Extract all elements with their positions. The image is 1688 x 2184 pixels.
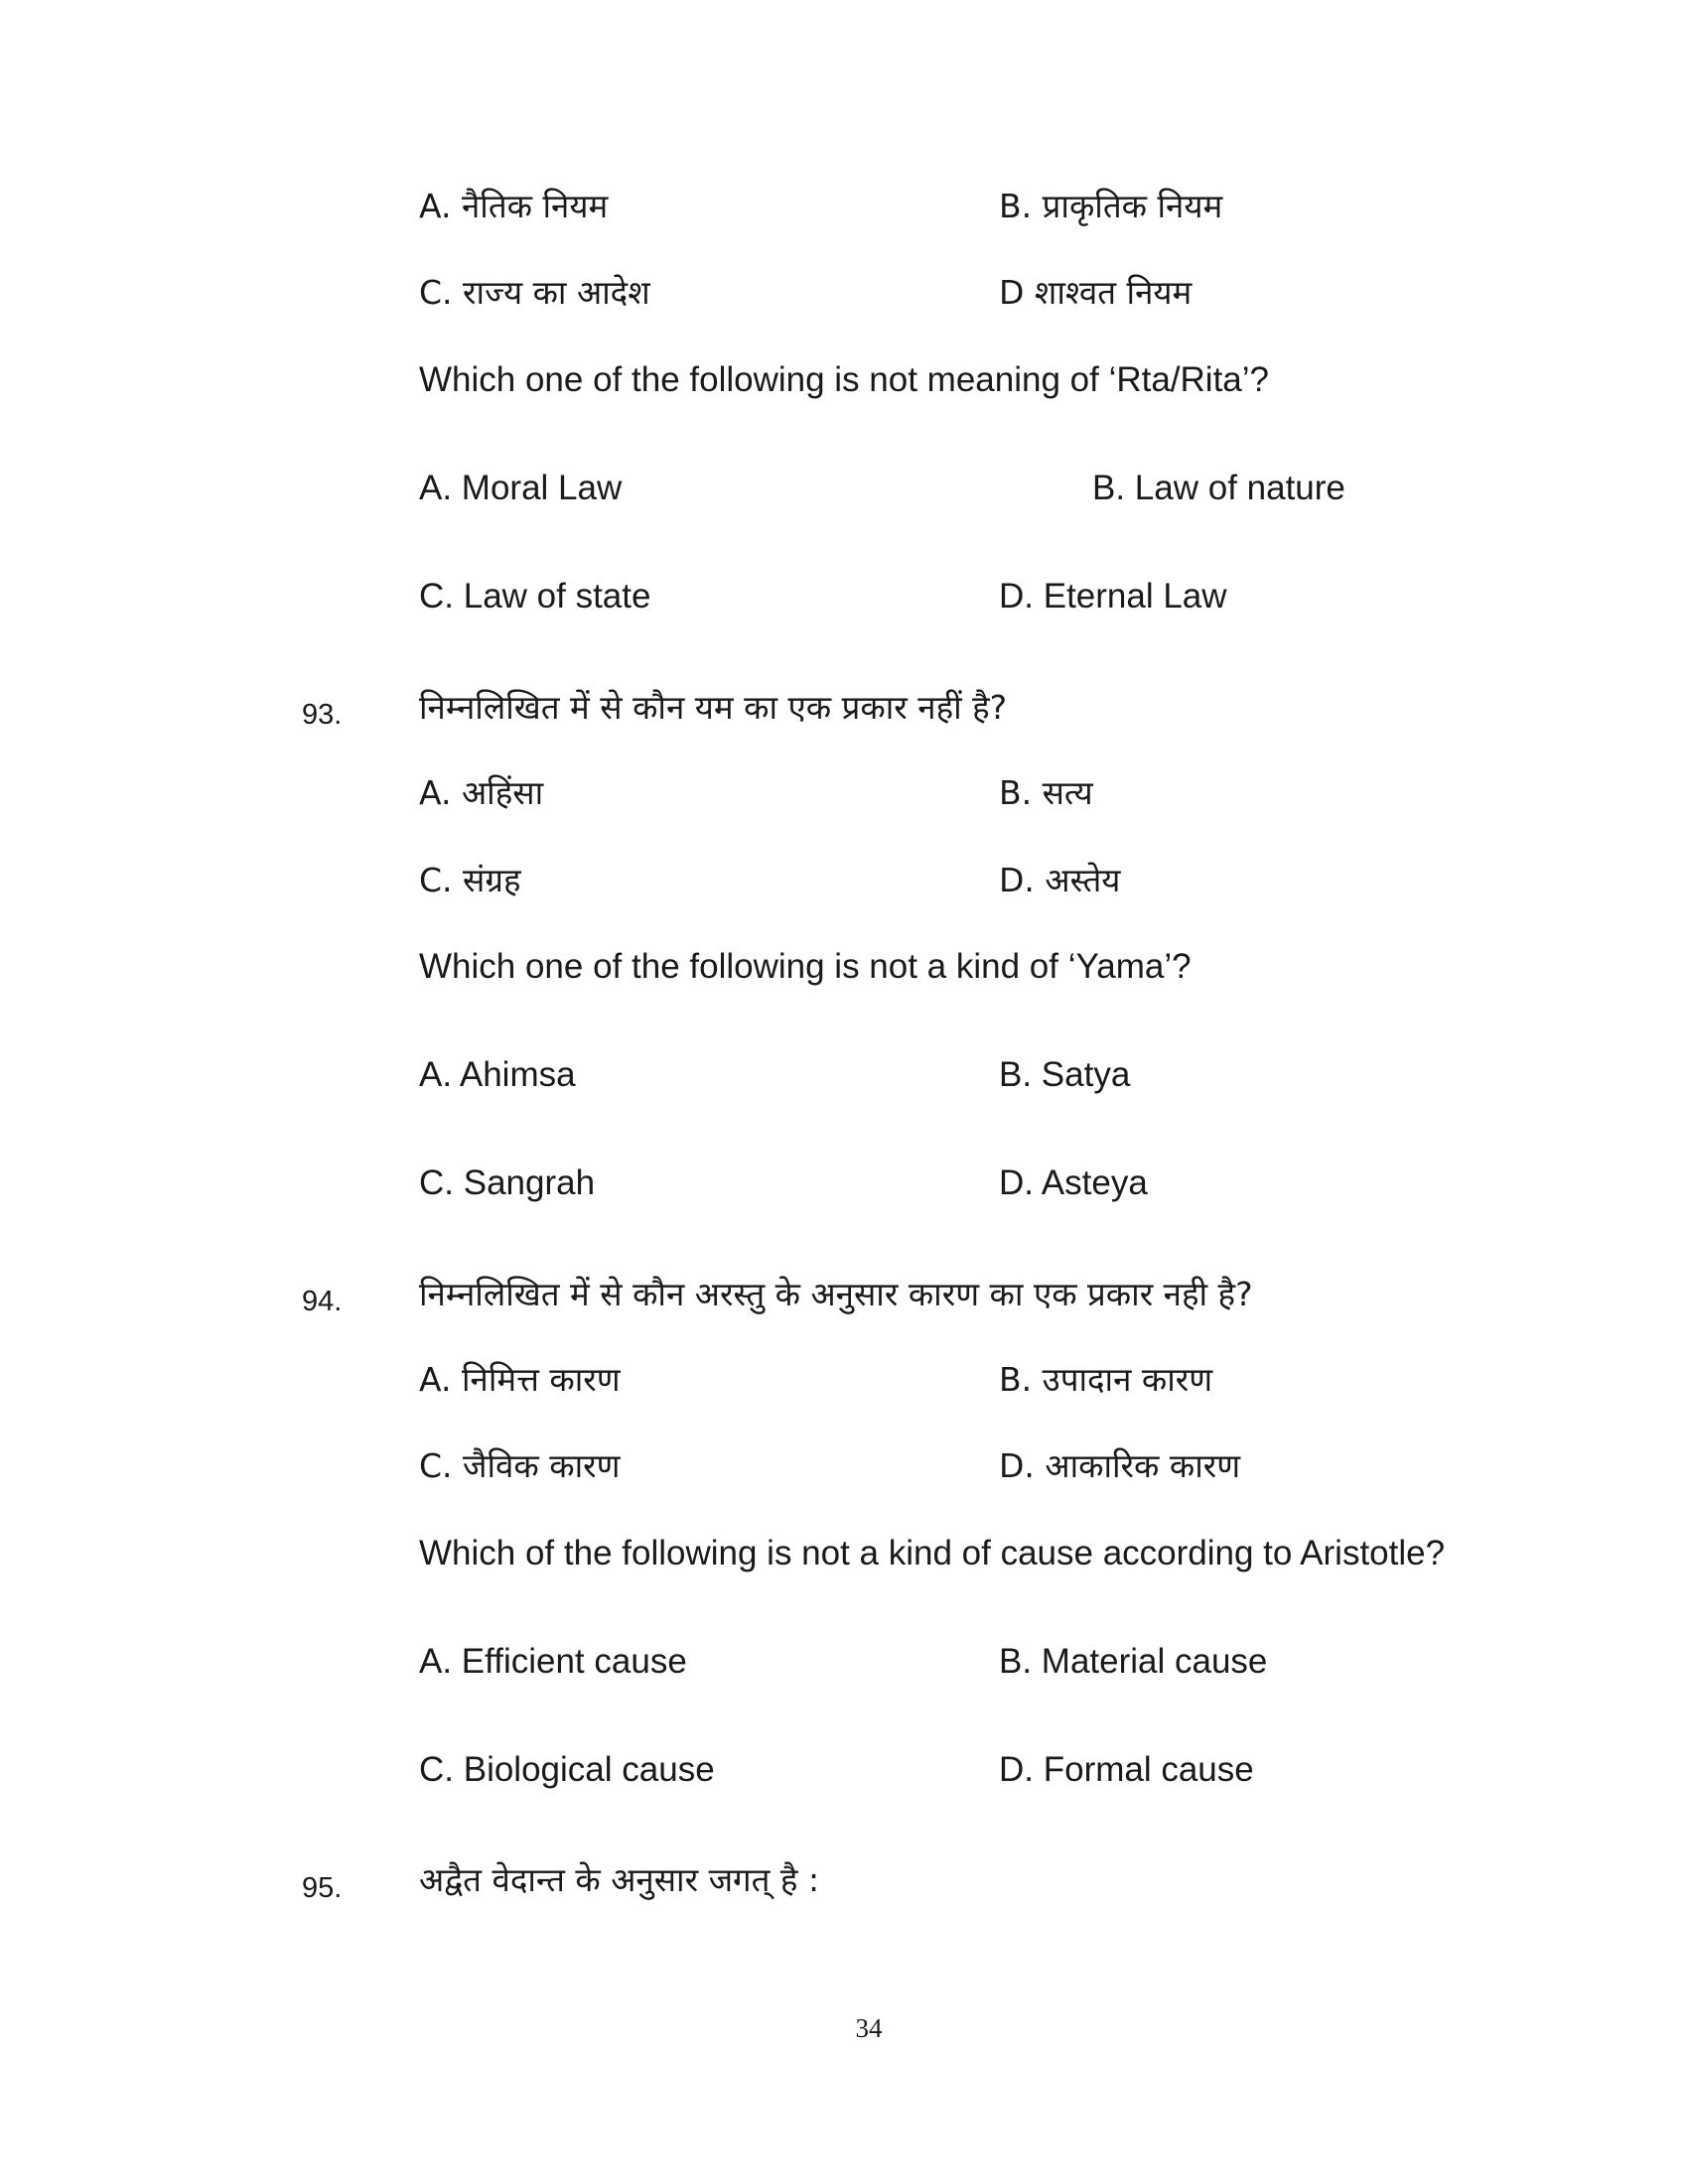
q95-number: 95. — [302, 1872, 343, 1904]
q92-question-en: Which one of the following is not meaning of ‘Rta/Rita’? — [419, 360, 1270, 399]
q92-option-d-hi: D शाश्वत नियम — [999, 273, 1193, 312]
q93-option-a-en: A. Ahimsa — [419, 1055, 576, 1094]
q94-number: 94. — [302, 1286, 343, 1317]
q94-option-d-hi: D. आकारिक कारण — [999, 1446, 1241, 1485]
q94-option-d-en: D. Formal cause — [999, 1750, 1254, 1789]
q92-option-c-en: C. Law of state — [419, 577, 651, 615]
q93-option-d-en: D. Asteya — [999, 1163, 1148, 1202]
q94-option-a-hi: A. निमित्त कारण — [419, 1360, 621, 1399]
q94-option-b-en: B. Material cause — [999, 1642, 1268, 1681]
q92-option-b-en: B. Law of nature — [1092, 469, 1345, 507]
q92-option-a-en: A. Moral Law — [419, 469, 623, 507]
q93-option-c-en: C. Sangrah — [419, 1163, 596, 1202]
q93-option-b-en: B. Satya — [999, 1055, 1131, 1094]
q94-question-hi: निम्नलिखित में से कौन अरस्तु के अनुसार कारण का एक प्रकार नही है? — [419, 1275, 1253, 1313]
q93-question-en: Which one of the following is not a kind of ‘Yama’? — [419, 947, 1192, 986]
q93-number: 93. — [302, 699, 343, 731]
q93-question-hi: निम्नलिखित में से कौन यम का एक प्रकार नहीं है? — [419, 688, 1008, 727]
q92-option-c-hi: C. राज्य का आदेश — [419, 273, 650, 312]
q92-option-d-en: D. Eternal Law — [999, 577, 1227, 615]
q94-option-c-en: C. Biological cause — [419, 1750, 715, 1789]
q94-question-en: Which of the following is not a kind of cause according to Aristotle? — [419, 1534, 1446, 1572]
q93-option-a-hi: A. अहिंसा — [419, 773, 544, 812]
q94-option-a-en: A. Efficient cause — [419, 1642, 687, 1681]
q92-option-a-hi: A. नैतिक नियम — [419, 187, 609, 225]
page-number: 34 — [855, 2013, 883, 2043]
q95-question-hi: अद्वैत वेदान्त के अनुसार जगत् है : — [419, 1860, 820, 1899]
q92-option-b-hi: B. प्राकृतिक नियम — [999, 187, 1223, 225]
q93-option-d-hi: D. अस्तेय — [999, 861, 1121, 899]
q93-option-b-hi: B. सत्य — [999, 773, 1093, 812]
q93-option-c-hi: C. संग्रह — [419, 861, 521, 899]
q94-option-b-hi: B. उपादान कारण — [999, 1360, 1213, 1399]
q94-option-c-hi: C. जैविक कारण — [419, 1446, 621, 1485]
